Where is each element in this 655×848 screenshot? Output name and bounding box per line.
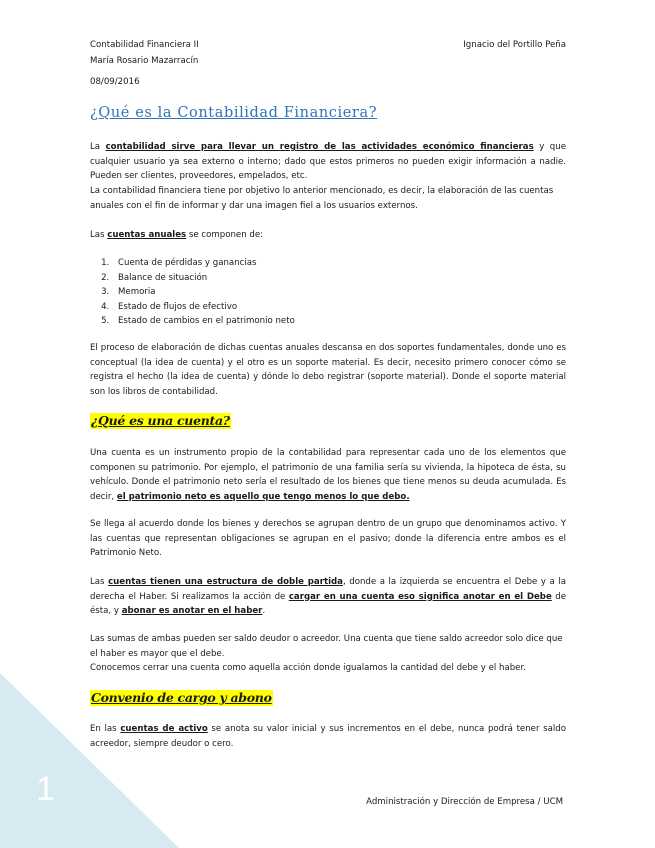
- paragraph-activo-pasivo: Se llega al acuerdo donde los bienes y derechos se agrupan dentro de un grupo que denominamos activo. Y las cuentas que representan obligaciones se agrupan en el pasivo; donde la diferencia entre ambos es el Patrimonio Neto.: [90, 519, 566, 559]
- p7-text-c: , donde a la izquierda se encuentra el Debe y a la derecha el Haber. Si realizamos la acción de: [90, 577, 566, 602]
- paragraph-proceso: El proceso de elaboración de dichas cuentas anuales descansa en dos soportes fundamentales, donde uno es conceptual (la idea de cuenta) y el otro es un soporte material. Es decir, necesito primero conocer cómo se registra el hecho (la idea de cuenta) y dónde lo debo registrar (soporte material). Donde el soporte material son los libros de contabilidad.: [90, 343, 566, 397]
- p5-emphasis: el patrimonio neto es aquello que tengo menos lo que debo.: [116, 491, 410, 502]
- page-header: [90, 38, 566, 69]
- p1-emphasis: contabilidad sirve para llevar un registro de las actividades económico financieras: [105, 142, 534, 152]
- p9-emphasis: cuentas de activo: [120, 724, 208, 734]
- header-date: 08/09/2016: [90, 77, 140, 87]
- page-title: [90, 104, 566, 123]
- page-footer: Administración y Dirección de Empresa / UCM: [366, 797, 563, 807]
- p3-text-c: se componen de:: [186, 230, 264, 240]
- p9-text-c: se anota su valor inicial y sus incrementos en el debe, nunca podrá tener saldo acreedor, siempre deudor o cero.: [90, 724, 566, 749]
- heading-convenio-text: Convenio de cargo y abono: [91, 690, 272, 705]
- p7-text-e: de ésta, y: [90, 591, 566, 617]
- list-item: 3. Memoria: [112, 285, 566, 300]
- paragraph-doble-partida: [90, 575, 566, 619]
- cuentas-list: [90, 256, 566, 329]
- heading-convenio: [90, 690, 566, 708]
- p8-line-b: Conocemos cerrar una cuenta como aquella acción donde igualamos la cantidad del debe y el haber.: [90, 663, 526, 674]
- list-item: 5. Estado de cambios en el patrimonio neto: [112, 314, 566, 329]
- header-author: Ignacio del Portillo Peña: [463, 40, 566, 50]
- paragraph-objetivo: La contabilidad financiera tiene por objetivo lo anterior mencionado, es decir, la elaboración de las cuentas anuales con el fin de informar y dar una imagen fiel a los usuarios externos.: [90, 186, 554, 211]
- p7-emphasis-b: cuentas tienen una estructura de doble partida: [108, 577, 343, 587]
- list-item: 4. Estado de flujos de efectivo: [112, 300, 566, 315]
- paragraph-cuenta: [90, 446, 566, 504]
- paragraph-saldos: [90, 632, 566, 676]
- p5-text-a: Una cuenta es un instrumento propio de la contabilidad para representar cada uno de los elementos que componen su patrimonio. Por ejemplo, el patrimonio de una familia sería su vivienda, la hipoteca de ésta, su vehículo. Donde el patrimonio neto sería el resultado de los bienes que tiene menos su deuda acumulada. Es decir,: [90, 448, 566, 502]
- list-item: 2. Balance de situación: [112, 271, 566, 286]
- header-teacher: María Rosario Mazarracín: [90, 55, 199, 66]
- list-item: 1. Cuenta de pérdidas y ganancias: [112, 256, 566, 271]
- p8-line-a: Las sumas de ambas pueden ser saldo deudor o acreedor. Una cuenta que tiene saldo acreedor solo dice que el haber es mayor que el debe.: [90, 634, 563, 659]
- p7-text-g: .: [262, 606, 266, 617]
- p3-text-a: Las: [90, 230, 108, 240]
- p9-text-a: En las: [90, 724, 121, 734]
- page-number: 1: [36, 770, 55, 808]
- p7-emphasis-f: abonar es anotar en el haber: [121, 606, 263, 617]
- title-text: ¿Qué es la Contabilidad Financiera?: [90, 105, 378, 121]
- p7-text-a: Las: [90, 577, 109, 587]
- paragraph-intro: [90, 140, 566, 184]
- p3-emphasis: cuentas anuales: [107, 230, 187, 240]
- heading-cuenta-text: ¿Qué es una cuenta?: [91, 413, 230, 428]
- p1-text-c: y que cualquier usuario ya sea externo o interno; dado que estos primeros no pueden exigir información a nadie. Pueden ser clientes, proveedores, empelados, etc.: [90, 142, 566, 182]
- p1-text-a: La: [90, 142, 106, 152]
- header-course: Contabilidad Financiera II: [90, 40, 199, 50]
- p7-emphasis-d: cargar en una cuenta eso significa anotar en el Debe: [288, 591, 552, 602]
- heading-cuenta: [90, 413, 566, 431]
- paragraph-convenio: [90, 722, 566, 751]
- paragraph-cuentas-anuales: [90, 228, 566, 243]
